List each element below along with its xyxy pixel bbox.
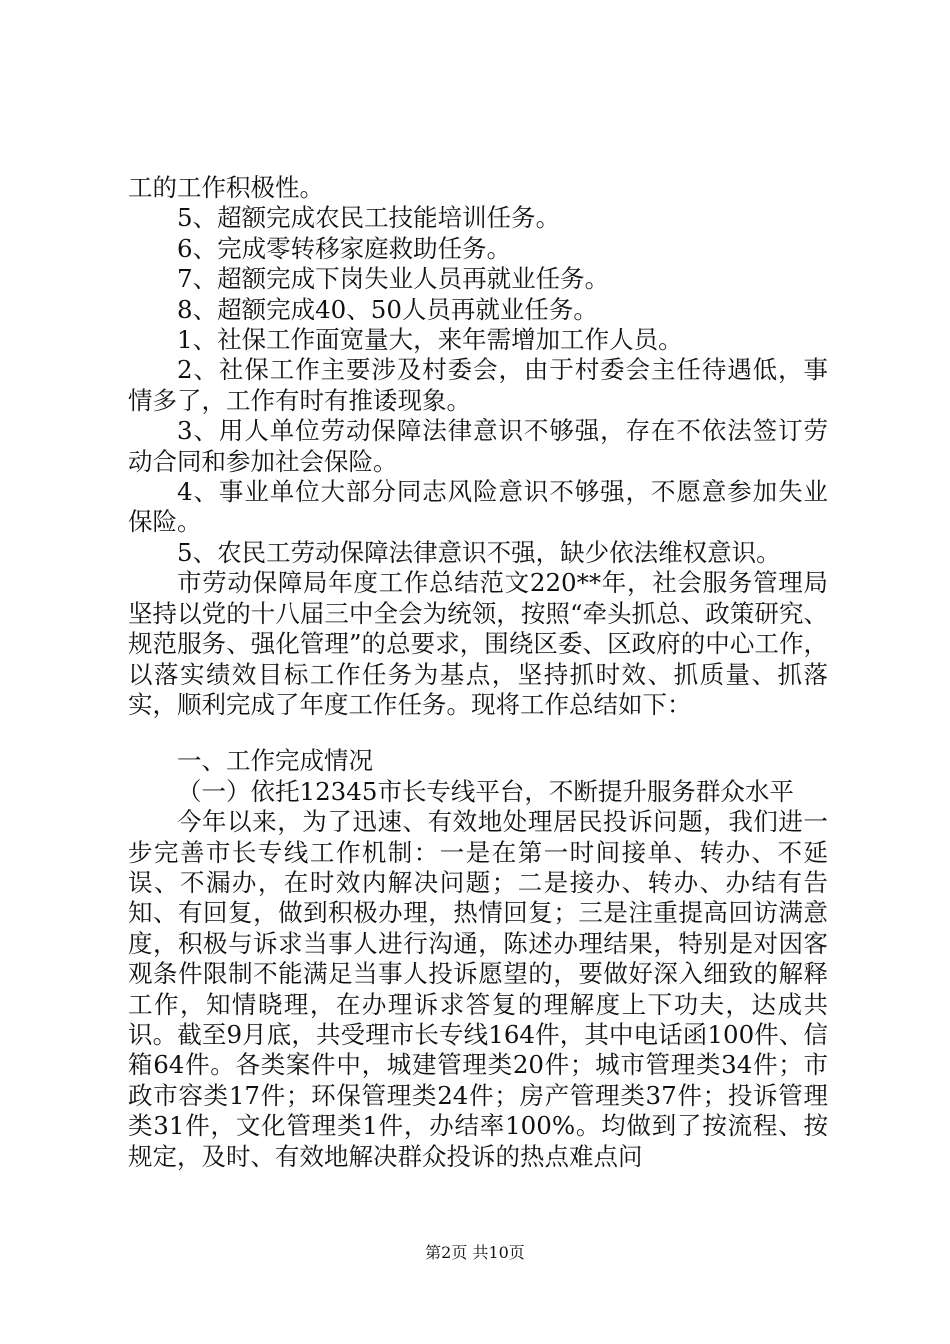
paragraph: 2、社保工作主要涉及村委会，由于村委会主任待遇低，事情多了，工作有时有推诿现象。: [128, 355, 828, 415]
section-heading: 一、工作完成情况: [177, 746, 373, 776]
paragraph: 3、用人单位劳动保障法律意识不够强，存在不依法签订劳动合同和参加社会保险。: [128, 416, 828, 476]
paragraph: 市劳动保障局年度工作总结范文220**年，社会服务管理局坚持以党的十八届三中全会为统领，按照“牵头抓总、政策研究、规范服务、强化管理”的总要求，围绕区委、区政府的中心工作，以落实绩效目标工作任务为基点，坚持抓时效、抓质量、抓落实，顺利完成了年度工作任务。现将工作总结如下：: [128, 568, 828, 719]
document-body: [128, 173, 828, 1172]
paragraph: 7、超额完成下岗失业人员再就业任务。: [177, 264, 610, 294]
paragraph: 6、完成零转移家庭救助任务。: [177, 233, 512, 263]
paragraph: 5、农民工劳动保障法律意识不强，缺少依法维权意识。: [177, 537, 781, 567]
paragraph: 今年以来，为了迅速、有效地处理居民投诉问题，我们进一步完善市长专线工作机制：一是在第一时间接单、转办、不延误、不漏办，在时效内解决问题；二是接办、转办、办结有告知、有回复，做到积极办理，热情回复；三是注重提高回访满意度，积极与诉求当事人进行沟通，陈述办理结果，特别是对因客观条件限制不能满足当事人投诉愿望的，要做好深入细致的解释工作，知情晓理，在办理诉求答复的理解度上下功夫，达成共识。截至9月底，共受理市长专线164件，其中电话函100件、信箱64件。各类案件中，城建管理类20件；城市管理类34件；市政市容类17件；环保管理类24件；房产管理类37件；投诉管理类31件，文化管理类1件，办结率100%。均做到了按流程、按规定，及时、有效地解决群众投诉的热点难点问: [128, 807, 828, 1171]
page-footer: [0, 1243, 950, 1263]
subsection-heading: （一）依托12345市长专线平台，不断提升服务群众水平: [177, 776, 794, 806]
page-number: 第2页 共10页: [425, 1243, 525, 1262]
paragraph: 工的工作积极性。: [128, 173, 324, 202]
paragraph: 5、超额完成农民工技能培训任务。: [177, 203, 561, 233]
paragraph: 8、超额完成40、50人员再就业任务。: [177, 294, 598, 324]
paragraph: 1、社保工作面宽量大，来年需增加工作人员。: [177, 325, 683, 355]
paragraph: 4、事业单位大部分同志风险意识不够强，不愿意参加失业保险。: [128, 477, 828, 537]
